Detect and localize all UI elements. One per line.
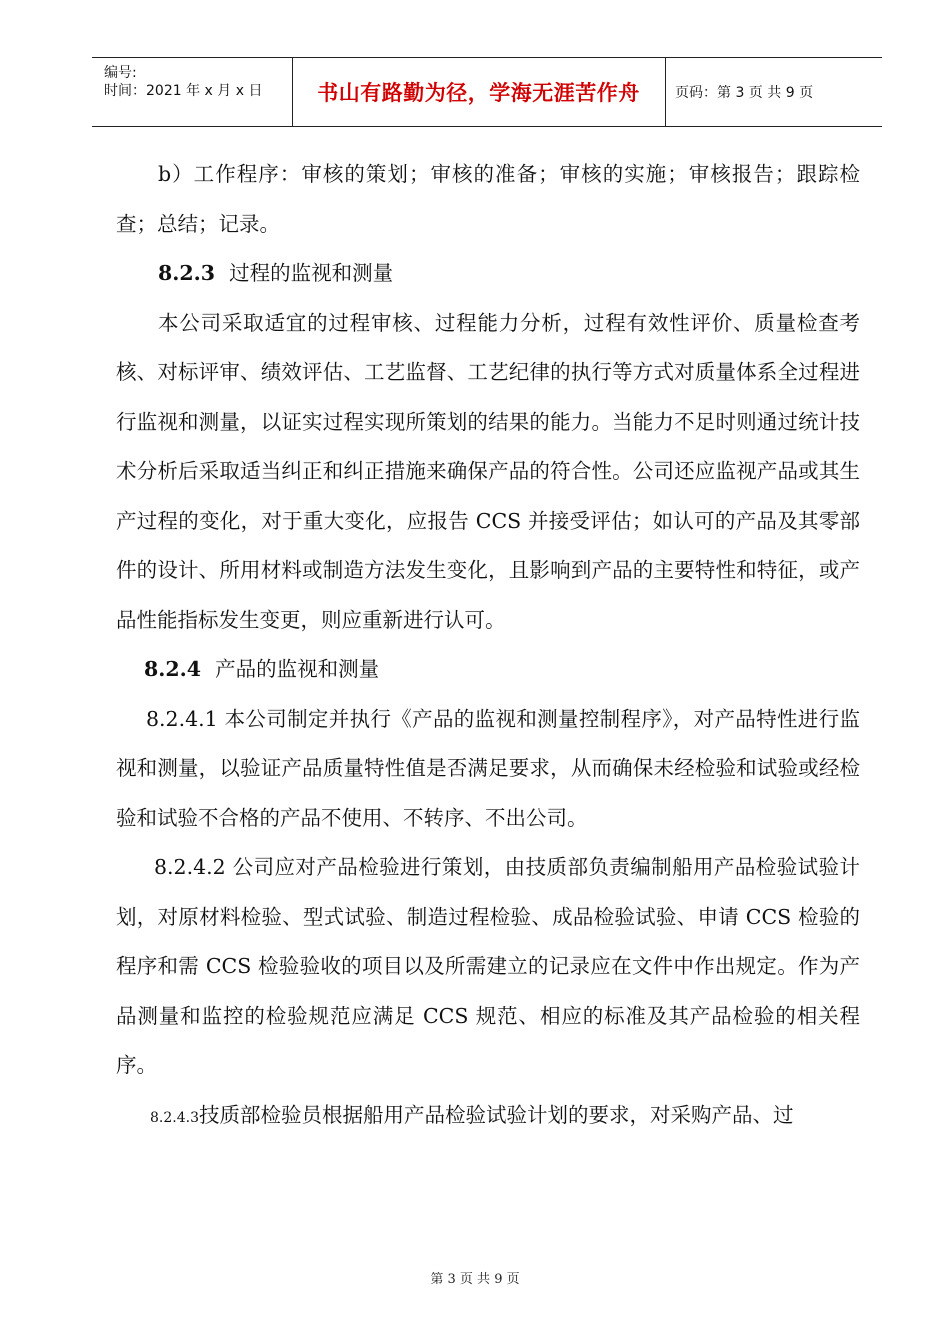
time-label: 时间：2021 年 x 月 x 日: [104, 83, 263, 99]
paragraph-process-monitoring: 本公司采取适宜的过程审核、过程能力分析，过程有效性评价、质量检查考核、对标评审、绩效评估、工艺监督、工艺纪律的执行等方式对质量体系全过程进行监视和测量，以证实过程实现所策划的结果的能力。当能力不足时则通过统计技术分析后采取适当纠正和纠正措施来确保产品的符合性。公司还应监视产品或其生产过程的变化，对于重大变化，应报告 CCS 并接受评估；如认可的产品及其零部件的设计、所用材料或制造方法发生变化，且影响到产品的主要特性和特征，或产品性能指标发生变更，则应重新进行认可。: [116, 310, 860, 632]
section-heading-8-2-4: [116, 645, 860, 695]
section-heading-8-2-3: [116, 249, 860, 299]
section-title: 产品的监视和测量: [215, 657, 380, 681]
section-number: 8.2.3: [158, 261, 216, 285]
header-page-cell: [665, 58, 882, 126]
paragraph-work-procedure: b）工作程序：审核的策划；审核的准备；审核的实施；审核报告；跟踪检查；总结；记录。: [116, 162, 860, 236]
motto: 书山有路勤为径，学海无涯苦作舟: [317, 81, 640, 105]
number-label: 编号:: [104, 65, 137, 81]
paragraph-8-2-4-2: 8.2.4.2 公司应对产品检验进行策划，由技质部负责编制船用产品检验试验计划，对原材料检验、型式试验、制造过程检验、成品检验试验、申请 CCS 检验的程序和需 CCS 检验验收的项目以及所需建立的记录应在文件中作出规定。作为产品测量和监控的检验规范应满足 CCS 规范、相应的标准及其产品检验的相关程序。: [116, 855, 860, 1077]
page-label: 页码：第 3 页 共 9 页: [675, 85, 814, 101]
header-motto-cell: [292, 58, 666, 126]
paragraph-8-2-4-1: 8.2.4.1 本公司制定并执行《产品的监视和测量控制程序》，对产品特性进行监视和测量，以验证产品质量特性值是否满足要求，从而确保未经检验和试验或经检验和试验不合格的产品不使用、不转序、不出公司。: [116, 706, 860, 830]
paragraph-8-2-4-3: [116, 1091, 860, 1144]
page-header: [92, 57, 882, 127]
section-title: 过程的监视和测量: [229, 261, 394, 285]
clause-text: 技质部检验员根据船用产品检验试验计划的要求，对采购产品、过: [198, 1102, 794, 1127]
header-meta: [92, 58, 293, 126]
page-footer: 第 3 页 共 9 页: [430, 1272, 520, 1287]
clause-number: 8.2.4.3: [150, 1109, 199, 1126]
section-number: 8.2.4: [144, 657, 202, 681]
document-body: [116, 150, 860, 1143]
